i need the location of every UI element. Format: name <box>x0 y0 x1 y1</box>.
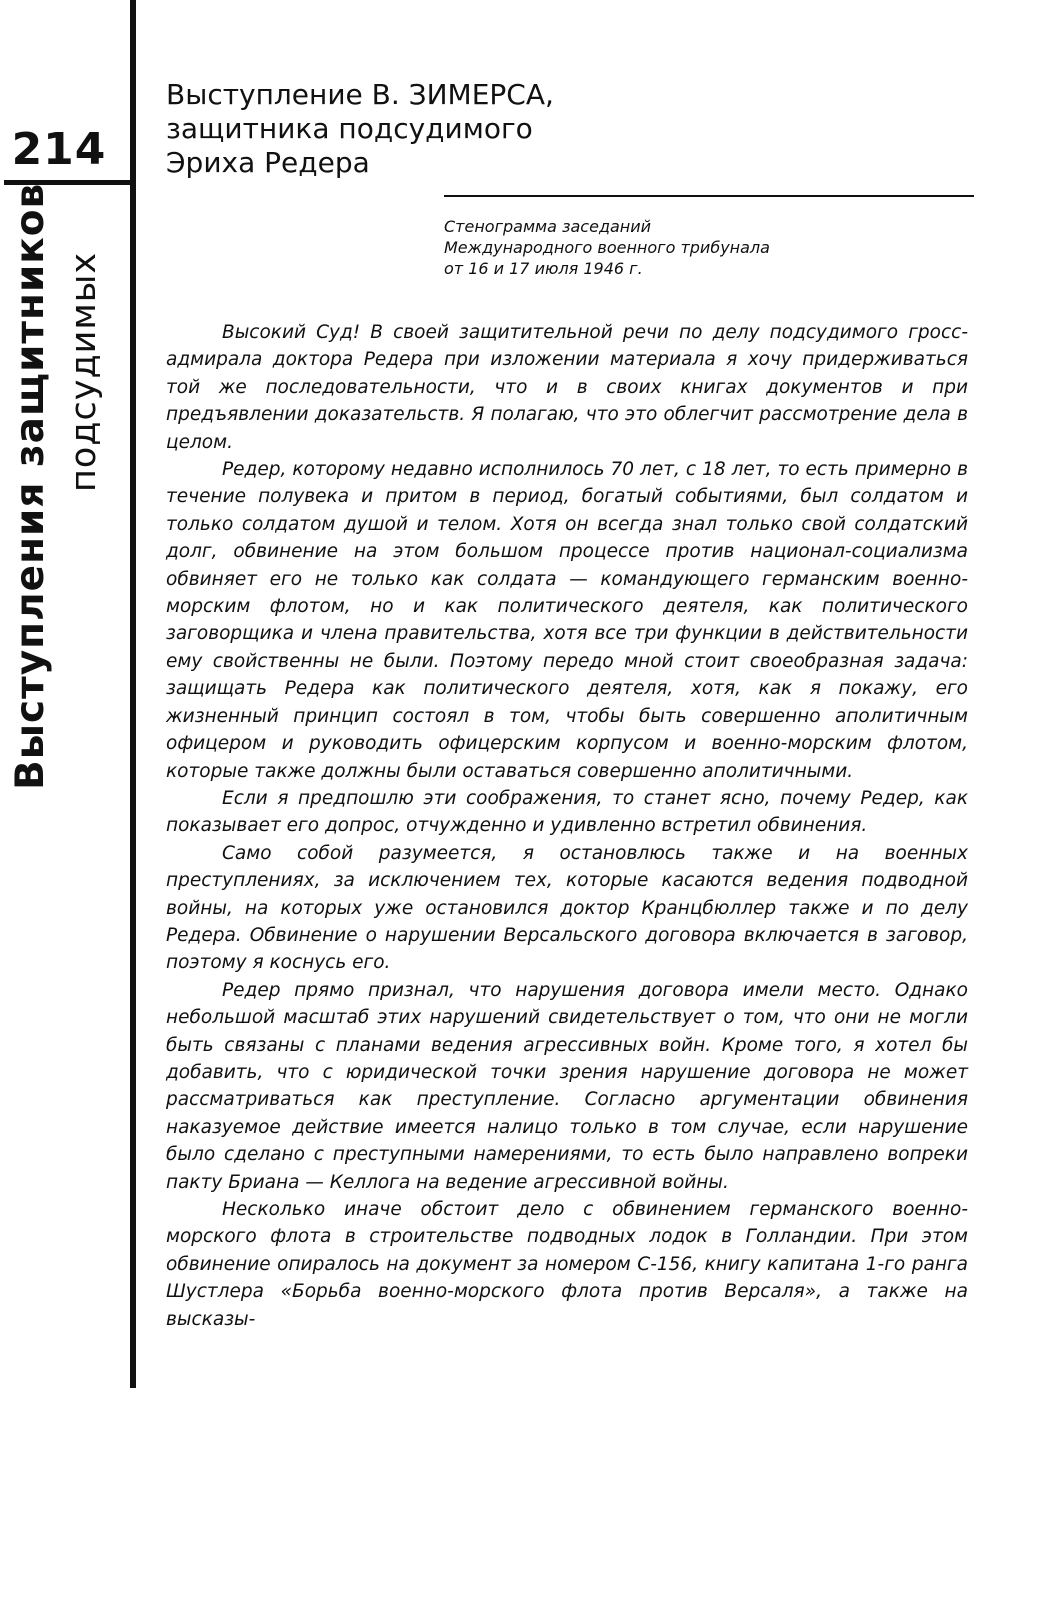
speech-title-line1: Выступление В. ЗИМЕРСА, <box>166 78 554 111</box>
margin-vertical-rule <box>130 0 136 1388</box>
running-head-line1: Выступления защитников <box>8 182 53 790</box>
paragraph: Редер, которому недавно исполнилось 70 лет, с 18 лет, то есть примерно в течение полувека и притом в период, богатый событиями, был солдатом и только солдатом душой и телом. Хотя он всегда знал только свой солдатский долг, обвинение на этом большом процессе против национал-социализма обвиняет его не только как солдата — командующего германским военно-морским флотом, но и как политического деятеля, как политического заговорщика и члена правительства, хотя все три функции в действительности ему свойственны не были. Поэтому передо мной стоит своеобразная задача: защищать Редера как политического деятеля, хотя, как я покажу, его жизненный принцип состоял в том, чтобы быть совершенно аполитичным офицером и руководить офицерским корпусом и военно-морским флотом, которые также должны были оставаться совершенно аполитичными. <box>166 459 968 782</box>
running-head-line2: подсудимых <box>64 251 104 492</box>
source-note-line1: Стенограмма заседаний <box>444 217 652 236</box>
speech-title-line2: защитника подсудимого <box>166 112 533 145</box>
source-note-line2: Международного военного трибунала <box>444 238 770 257</box>
paragraph: Несколько иначе обстоит дело с обвинением германского военно-морского флота в строительстве подводных лодок в Голландии. При этом обвинение опиралось на документ за номером С-156, книгу капитана 1-го ранга Шустлера «Борьба военно-морского флота против Версаля», а также на высказы- <box>166 1199 968 1330</box>
speech-title-line3: Эриха Редера <box>166 146 370 179</box>
source-note <box>444 216 984 279</box>
paragraph: Редер прямо признал, что нарушения договора имели место. Однако небольшой масштаб этих нарушений свидетельствует о том, что они не могли быть связаны с планами ведения агрессивных войн. Кроме того, я хотел бы добавить, что с юридической точки зрения нарушение договора не может рассматриваться как преступление. Согласно аргументации обвинения наказуемое действие имеется налицо только в том случае, если нарушение было сделано с преступными намерениями, то есть было направлено вопреки пакту Бриана — Келлога на ведение агрессивной войны. <box>166 979 968 1193</box>
speech-title <box>166 78 866 180</box>
title-separator-rule <box>444 195 974 197</box>
paragraph: Высокий Суд! В своей защитительной речи по делу подсудимого гросс-адмирала доктора Редера при изложении материала я хочу придерживаться той же последовательности, что и в своих книгах документов и при предъявлении доказательств. Я полагаю, что это облегчит рассмотрение дела в целом. <box>166 322 968 453</box>
paragraph: Если я предпошлю эти соображения, то станет ясно, почему Редер, как показывает его допрос, отчужденно и удивленно встретил обвинения. <box>166 787 968 837</box>
page-number: 214 <box>11 124 107 175</box>
speech-body <box>166 319 968 1333</box>
paragraph: Само собой разумеется, я остановлюсь также и на военных преступлениях, за исключением тех, которые касаются ведения подводной войны, на которых уже остановился доктор Кранцбюллер также и по делу Редера. Обвинение о нарушении Версальского договора включается в заговор, поэтому я коснусь его. <box>166 842 968 974</box>
source-note-line3: от 16 и 17 июля 1946 г. <box>444 259 643 278</box>
